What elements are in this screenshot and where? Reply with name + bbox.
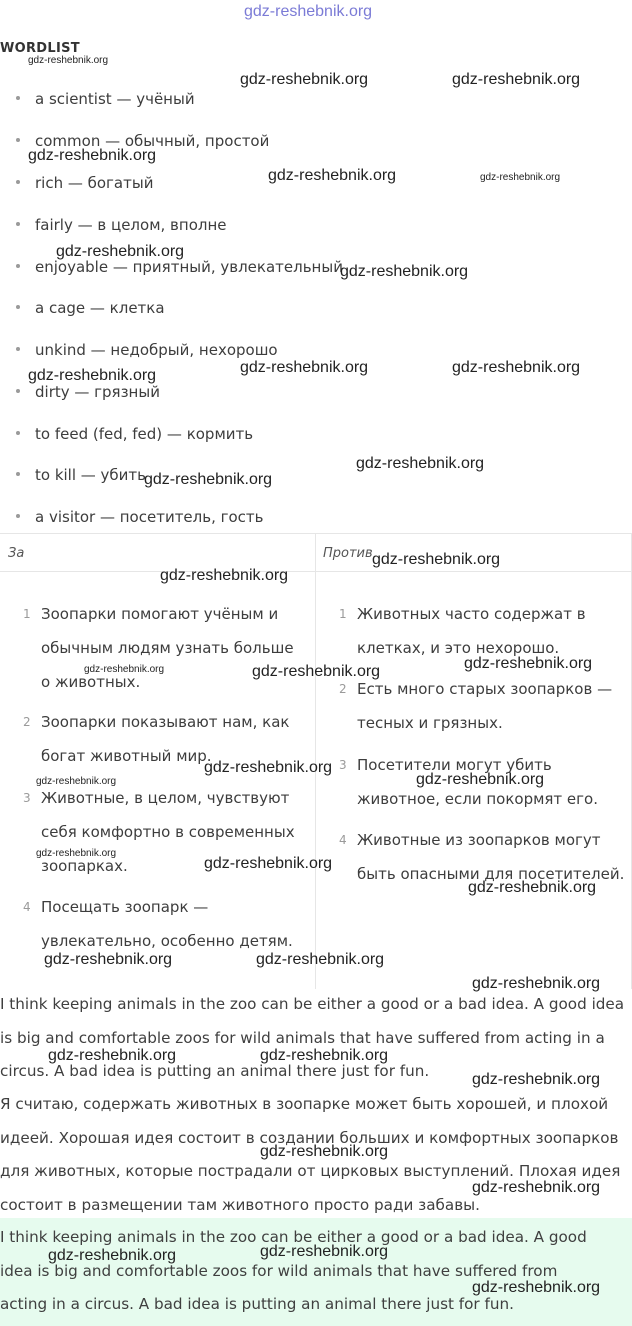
- watermark: gdz-reshebnik.org: [84, 664, 165, 675]
- list-item: a scientist — учёный: [0, 90, 195, 108]
- watermark: gdz-reshebnik.org: [452, 359, 581, 376]
- list-item: a visitor — посетитель, гость: [0, 508, 264, 526]
- watermark: gdz-reshebnik.org: [36, 848, 117, 859]
- column-header-against: Против: [323, 546, 373, 561]
- watermark: gdz-reshebnik.org: [472, 1179, 601, 1196]
- watermark: gdz-reshebnik.org: [260, 1047, 389, 1064]
- against-item: 3 Посетители могут убить животное, если покормят его.: [339, 756, 598, 808]
- watermark: gdz-reshebnik.org: [28, 147, 157, 164]
- watermark: gdz-reshebnik.org: [356, 455, 485, 472]
- watermark: gdz-reshebnik.org: [464, 655, 593, 672]
- watermark: gdz-reshebnik.org: [260, 1243, 389, 1260]
- for-item: 1 Зоопарки помогают учёным и обычным людям узнать больше о животных.: [23, 605, 294, 691]
- watermark: gdz-reshebnik.org: [452, 71, 581, 88]
- column-header-for: За: [8, 546, 25, 561]
- for-item: 2 Зоопарки показывают нам, как богат животный мир.: [23, 713, 290, 765]
- watermark: gdz-reshebnik.org: [44, 951, 173, 968]
- watermark: gdz-reshebnik.org: [480, 172, 561, 183]
- for-item: 4 Посещать зоопарк — увлекательно, особенно детям.: [23, 898, 293, 950]
- watermark: gdz-reshebnik.org: [472, 1279, 601, 1296]
- watermark: gdz-reshebnik.org: [56, 243, 185, 260]
- watermark: gdz-reshebnik.org: [144, 471, 273, 488]
- against-item: 2 Есть много старых зоопарков — тесных и грязных.: [339, 680, 613, 732]
- watermark: gdz-reshebnik.org: [472, 1071, 601, 1088]
- for-item: 3 Животные, в целом, чувствуют себя комфортно в современных зоопарках.: [23, 789, 295, 875]
- watermark: gdz-reshebnik.org: [36, 776, 117, 787]
- list-item: common — обычный, простой: [0, 132, 269, 150]
- watermark: gdz-reshebnik.org: [340, 263, 469, 280]
- answer-english: I think keeping animals in the zoo can be either a good or a bad idea. A good idea is big and comfortable zoos for wild animals that have suffered from acting in a circus. A bad idea is putting an animal there just for fun.: [0, 995, 625, 1080]
- answer-russian: Я считаю, содержать животных в зоопарке может быть хорошей, и плохой идеей. Хорошая идея состоит в создании больших и комфортных зоопарков для животных, которые пострадали от цирковых выступлений. Плохая идея состоит в размещении там животного просто ради забавы.: [0, 1095, 621, 1214]
- against-item: 1 Животных часто содержат в клетках, и это нехорошо.: [339, 605, 586, 657]
- against-item: 4 Животные из зоопарков могут быть опасными для посетителей.: [339, 831, 625, 883]
- list-item: rich — богатый: [0, 174, 153, 192]
- watermark: gdz-reshebnik.org: [268, 167, 397, 184]
- list-item: a cage — клетка: [0, 299, 165, 317]
- watermark: gdz-reshebnik.org: [240, 71, 369, 88]
- watermark-top: gdz-reshebnik.org: [244, 3, 373, 20]
- watermark: gdz-reshebnik.org: [48, 1247, 177, 1264]
- list-item: to feed (fed, fed) — кормить: [0, 425, 253, 443]
- watermark: gdz-reshebnik.org: [160, 567, 289, 584]
- watermark: gdz-reshebnik.org: [416, 771, 545, 788]
- watermark: gdz-reshebnik.org: [468, 879, 597, 896]
- list-item: dirty — грязный: [0, 383, 160, 401]
- watermark: gdz-reshebnik.org: [256, 951, 385, 968]
- watermark: gdz-reshebnik.org: [260, 1143, 389, 1160]
- list-item: to kill — убить: [0, 466, 146, 484]
- watermark: gdz-reshebnik.org: [240, 359, 369, 376]
- watermark: gdz-reshebnik.org: [472, 975, 601, 992]
- watermark: gdz-reshebnik.org: [48, 1047, 177, 1064]
- wordlist-title: WORDLIST: [0, 41, 80, 56]
- watermark: gdz-reshebnik.org: [204, 759, 333, 776]
- watermark: gdz-reshebnik.org: [252, 663, 381, 680]
- watermark: gdz-reshebnik.org: [372, 551, 501, 568]
- watermark: gdz-reshebnik.org: [204, 855, 333, 872]
- table-header-divider: [0, 571, 631, 572]
- list-item: unkind — недобрый, нехорошо: [0, 341, 278, 359]
- answer-highlighted: I think keeping animals in the zoo can be either a good or a bad idea. A good idea is big and comfortable zoos for wild animals that have suffered from acting in a circus. A bad idea is putting an animal there just for fun.: [0, 1228, 587, 1313]
- watermark: gdz-reshebnik.org: [28, 55, 109, 66]
- watermark: gdz-reshebnik.org: [28, 367, 157, 384]
- list-item: fairly — в целом, вполне: [0, 216, 227, 234]
- list-item: enjoyable — приятный, увлекательный: [0, 258, 343, 276]
